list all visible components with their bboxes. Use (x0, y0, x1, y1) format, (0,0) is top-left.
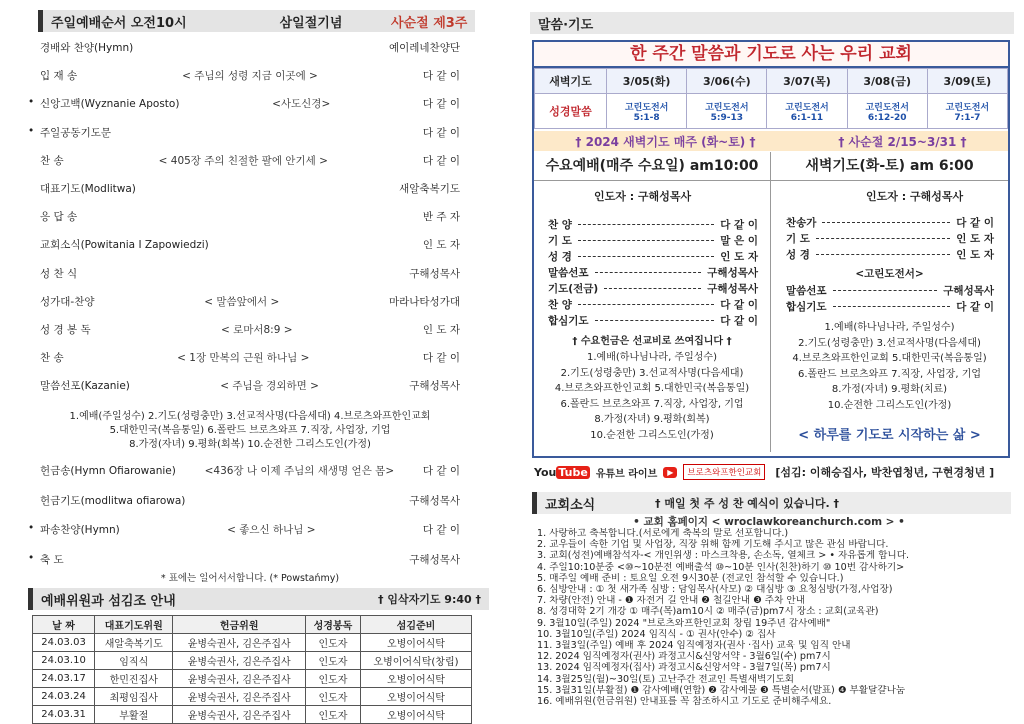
banner: 한 주간 말씀과 기도로 사는 우리 교회 (534, 42, 1008, 68)
order-item-label: 성 경 봉 독 (40, 324, 91, 336)
week-text-cell (927, 94, 1007, 129)
service-role: 말씀선포 (548, 266, 589, 279)
appoint-prayer: † 임삭자기도 9:40 † (378, 593, 481, 606)
wed-title: 수요예배(매주 수요일) am10:00 (534, 152, 771, 181)
dawn-order-2 (786, 282, 994, 314)
order-item-label: • 파송찬양(Hymn) (40, 524, 120, 536)
order-item (40, 125, 460, 140)
live-label: 유튜브 라이브 (595, 468, 658, 480)
dawn-slogan: < 하루를 기도로 시작하는 삶 > (798, 428, 981, 443)
table-cell: 오병이어식탁 (360, 670, 471, 688)
list-item: 6.폴란드 브로츠와프 7.직장, 사업장, 기업 (560, 398, 744, 410)
dawn-week-table (534, 68, 1008, 129)
order-item-right: 구해성목사 (409, 553, 460, 566)
order-item (40, 493, 460, 508)
table-cell: 윤병숙권사, 김은주집사 (173, 634, 306, 652)
list-item: 8.가정(자녀) 9.평화(회복) (594, 414, 710, 425)
week-header-cell: 3/07(목) (767, 69, 847, 94)
list-item: 10.순전한 그리스도인(가정) (590, 429, 714, 441)
leader-dashes (578, 304, 714, 305)
service-role: 말씀선포 (786, 284, 827, 297)
order-item (40, 552, 460, 567)
order-item (40, 322, 460, 337)
announcement-list (537, 528, 1007, 707)
order-item-label: • 신앙고백(Wyznanie Aposto) (40, 98, 180, 111)
service-person: 인 도 자 (956, 248, 994, 261)
table-cell: 24.03.03 (33, 634, 95, 652)
order-item-right: 구해성목사 (409, 267, 460, 280)
service-role: 성 경 (786, 248, 810, 261)
service-row (548, 264, 758, 280)
order-item (40, 40, 460, 55)
dawn-title: 새벽기도(화-토) am 6:00 (771, 152, 1008, 181)
list-item: 8. 성경대학 2기 개강 ① 매주(목)am10시 ② 매주(금)pm7시 장소 : 교회(교육관) (537, 606, 879, 618)
order-item-label: 성가대-찬양 (40, 295, 95, 308)
table-cell: 인도자 (305, 688, 360, 706)
leader-dashes (816, 238, 950, 239)
order-item (40, 68, 460, 83)
order-item-mid: < 주님의 성령 지금 이곳에 > (182, 70, 318, 83)
duty-col-header: 성경봉독 (305, 616, 360, 634)
duty-col-header: 섬김준비 (360, 616, 471, 634)
table-cell: 24.03.10 (33, 652, 95, 670)
service-person: 다 같 이 (720, 314, 758, 327)
table-cell: 한민진집사 (95, 670, 173, 688)
table-cell: 윤병숙권사, 김은주집사 (173, 670, 306, 688)
wed-note: † 수요헌금은 선교비로 쓰여집니다 † (572, 336, 732, 347)
service-person: 구해성목사 (943, 284, 994, 297)
duty-col-header: 대표기도위원 (95, 616, 173, 634)
table-cell: 인도자 (305, 670, 360, 688)
leader-dashes (833, 306, 951, 307)
week-header-cell: 3/05(화) (607, 69, 687, 94)
table-cell: 인도자 (305, 706, 360, 724)
channel-link[interactable]: 브로츠와프한인교회 (683, 464, 765, 480)
play-icon[interactable]: ▶ (663, 467, 677, 478)
service-person: 다 같 이 (720, 298, 758, 311)
service-person: 구해성목사 (707, 266, 758, 279)
book-name: 고린도전서 (624, 102, 669, 113)
list-item: 13. 2024 임직예정자(집사) 과정고시&신앙서약 - 3월7일(목) pm7시 (537, 662, 831, 674)
order-header (38, 10, 475, 32)
service-row (786, 298, 994, 314)
service-row (548, 216, 758, 232)
order-item-right: 다 같 이 (422, 98, 460, 111)
order-item-label: 응 답 송 (40, 211, 78, 224)
order-item (40, 181, 460, 196)
order-item (40, 96, 460, 111)
list-item: 4.브로츠와프한인교회 5.대한민국(복음통일) (554, 383, 750, 394)
order-item-mid: < 로마서8:9 > (220, 324, 293, 336)
service-person: 구해성목사 (707, 282, 758, 295)
table-cell: 24.03.17 (33, 670, 95, 688)
youtube-bar (534, 462, 1006, 482)
service-row (548, 280, 758, 296)
dawn-notice: † 2024 새벽기도 매주 (화~토) † (575, 134, 756, 149)
order-item-right: 예이레네찬양단 (388, 42, 460, 54)
table-cell: 새알축복기도 (95, 634, 173, 652)
service-person: 인 도 자 (956, 232, 994, 245)
order-item (40, 350, 460, 365)
list-item: 2. 교우들이 속한 기업 및 사업장, 직장 위해 함께 기도해 주시고 많은 관심 바랍니다. (537, 539, 889, 551)
order-item-mid (111, 125, 423, 140)
order-item-label: 찬 송 (40, 154, 64, 167)
order-item-mid: < 말씀앞에서 > (204, 295, 280, 308)
order-item-mid: < 405장 주의 친절한 팔에 안기세 > (158, 154, 328, 167)
service-person: 말 은 이 (720, 234, 758, 247)
season-label: 사순절 제3주 (391, 15, 468, 31)
service-row (786, 230, 994, 246)
table-cell: 윤병숙권사, 김은주집사 (173, 706, 306, 724)
dawn-leader: 인도자 : 구해성목사 (866, 190, 964, 203)
standing-note: * 표에는 일어서서합니다. (* Powstańmy) (160, 573, 340, 584)
list-item: 10.순전한 그리스도인(가정) (827, 399, 952, 411)
list-item: 11. 3월3일(주일) 예배 후 2024 임직예정자(권사 ·집사) 교육 및 임직 안내 (537, 640, 851, 652)
list-item: 10. 3월10일(주일) 2024 임직식 - ① 권사(안수) ② 집사 (537, 628, 776, 640)
service-role: 기도(전금) (548, 282, 599, 295)
list-item: 4.브로츠와프한인교회 5.대한민국(복음통일) (792, 353, 987, 364)
order-item-right: 인 도 자 (422, 239, 460, 252)
leader-dashes (595, 320, 715, 321)
chapter-range: 6:12-20 (867, 112, 907, 123)
youtube-logo: You Tube (534, 465, 588, 479)
table-cell: 24.03.31 (33, 706, 95, 724)
order-item-mid: < 주님을 경외하면 > (220, 380, 319, 393)
week-text-cell (687, 94, 767, 129)
service-row (548, 232, 758, 248)
list-item: 12. 2024 임직예정자(권사) 과정고시&신앙서약 - 3월6일(수) pm7시 (537, 651, 831, 663)
order-item-label: 입 재 송 (40, 70, 78, 83)
dawn-topics (771, 320, 1008, 413)
table-cell: 오병이어식탁(창립) (360, 652, 471, 670)
table-cell: 24.03.24 (33, 688, 95, 706)
feast-label: 삼일절기념 (279, 15, 343, 31)
wed-leader: 인도자 : 구해성목사 (594, 190, 692, 203)
order-item-label: 성 찬 식 (40, 267, 78, 280)
prayer-topics: 1.예배(주일성수) 2.기도(성령충만) 3.선교적사명(다음세대) 4.브로츠와프한인교회 5.대한민국(복음통일) 6.폴란드 브로츠와프 7.직장, 사업장, 기업 8.가정(자녀) 9.평화(회복) 10.순전한 그리스도인(가정) (69, 411, 431, 450)
order-item-label: 말씀선포(Kazanie) (40, 380, 130, 393)
order-item-mid (209, 237, 423, 252)
list-item: 7. 차량(안전) 안내 - ❶ 자전거 길 안내 ❷ 철길안내 ❸ 주차 안내 (537, 595, 805, 607)
list-item: 1.예배(하나님나라, 주일성수) (587, 352, 717, 363)
service-role: 기 도 (548, 234, 572, 247)
order-item-right: 다 같 이 (422, 352, 460, 365)
table-cell: 인도자 (305, 634, 360, 652)
week-header-cell: 3/09(토) (927, 69, 1007, 94)
service-row (786, 214, 994, 230)
order-item-label: 대표기도(Modlitwa) (40, 183, 136, 195)
service-person: 인 도 자 (720, 250, 758, 263)
service-row (786, 282, 994, 298)
week-label: 성경말씀 (535, 94, 607, 129)
order-item-right: 인 도 자 (422, 324, 460, 336)
book-name: 고린도전서 (865, 102, 909, 113)
service-person: 다 같 이 (720, 218, 758, 231)
order-item-label: 헌금송(Hymn Ofiarowanie) (40, 465, 176, 477)
order-item-label: • 축 도 (40, 553, 64, 566)
dawn-order (786, 214, 994, 262)
leader-dashes (604, 288, 701, 289)
order-item-right: 반 주 자 (422, 211, 460, 224)
service-role: 합심기도 (786, 300, 827, 313)
order-item-mid (185, 493, 409, 508)
table-cell: 오병이어식탁 (360, 688, 471, 706)
table-cell: 인도자 (305, 652, 360, 670)
service-person: 다 같 이 (956, 300, 994, 313)
list-item: 1.예배(하나님나라, 주일성수) (824, 322, 955, 333)
list-item: 6.폴란드 브로츠와프 7.직장, 사업장, 기업 (797, 368, 982, 380)
homepage-link[interactable]: • 교회 홈페이지 < wroclawkoreanchurch.com > • (633, 516, 905, 528)
order-item-right: 구해성목사 (409, 494, 460, 507)
list-item: 6. 심방안내 : ① 첫 새가족 심방 : 담임목사(사모) ② 대심방 ③ 요청심방(가정,사업장) (537, 584, 893, 596)
table-row (33, 634, 472, 652)
order-item-mid: <사도신경> (272, 98, 331, 111)
order-item-mid (64, 552, 410, 567)
word-header (530, 12, 1014, 34)
leader-dashes (578, 256, 714, 257)
order-item-mid: < 1장 만복의 근원 하나님 > (177, 352, 310, 365)
service-role: 찬 양 (548, 218, 572, 231)
order-item-right: 다 같 이 (422, 465, 460, 477)
list-item: 3. 교회(성전)예배참석자-< 개인위생 : 마스크착용, 손소독, 열체크 > • 자유롭게 합니다. (537, 550, 910, 562)
list-item: 9. 3월10일(주일) 2024 "브로츠와프한인교회 창립 19주년 감사예배" (537, 617, 831, 629)
order-item (40, 153, 460, 168)
chapter-range: 5:1-8 (633, 112, 660, 123)
list-item: 2.기도(성령충만) 3.선교적사명(다음세대) (560, 367, 744, 379)
order-item-right: 마라나타성가대 (388, 295, 460, 308)
duty-col-header: 날 짜 (33, 616, 95, 634)
leader-dashes (578, 224, 714, 225)
service-row (548, 312, 758, 328)
order-item-right: 다 같 이 (422, 126, 460, 139)
week-header-cell: 새벽기도 (535, 69, 607, 94)
order-title: 주일예배순서 오전10시 (51, 15, 187, 31)
table-cell: 윤병숙권사, 김은주집사 (173, 652, 306, 670)
service-row (786, 246, 994, 262)
order-item-right: 구해성목사 (409, 380, 460, 393)
word-box (532, 40, 1010, 458)
wed-topics (534, 350, 770, 443)
duty-col-header: 헌금위원 (173, 616, 306, 634)
table-cell: 오병이어식탁 (360, 634, 471, 652)
order-item-mid (77, 209, 423, 224)
list-item: 14. 3월25일(월)~30일(토) 고난주간 전교인 특별새벽기도회 (537, 673, 795, 685)
leader-dashes (822, 222, 950, 223)
duty-table (32, 615, 472, 724)
word-title: 말씀·기도 (538, 17, 594, 33)
book-name: 고린도전서 (705, 102, 749, 113)
order-item-label: 헌금기도(modlitwa ofiarowa) (40, 494, 186, 507)
list-item: 5. 매주일 예배 준비 : 토요일 오전 9시30분 (전교인 참석할 수 있습니다.) (537, 572, 844, 584)
duty-header (28, 588, 489, 610)
chapter-range: 5:9-13 (710, 112, 743, 123)
list-item: 4. 주일10:10분중 <⑩~10분전 예배출석 ⑩~10분 인사(친찬)하기 ⑩ 10번 감사하기> (537, 561, 905, 573)
list-item: 2.기도(성령충만) 3.선교적사명(다음세대) (798, 337, 981, 349)
list-item: 1. 사랑하고 축복합니다.(서로에게 축복의 말로 선포합니다.) (537, 528, 789, 539)
chapter-range: 6:1-11 (790, 112, 824, 123)
service-role: 성 경 (548, 250, 572, 263)
service-row (548, 248, 758, 264)
service-row (548, 296, 758, 312)
service-role: 찬송가 (786, 216, 817, 229)
week-header-cell: 3/08(금) (847, 69, 927, 94)
list-item: 15. 3월31일(부활절) ❶ 감사예배(연합) ❷ 감사예물 ❸ 특별순서(발표) ❹ 부활달걀나눔 (537, 684, 906, 696)
dawn-book: <고린도전서> (855, 268, 924, 280)
order-item (40, 378, 460, 393)
book-name: 고린도전서 (945, 102, 990, 113)
order-item-right: 다 같 이 (422, 70, 460, 83)
notice-bar (534, 131, 1008, 151)
leader-dashes (816, 254, 950, 255)
order-item (40, 294, 460, 309)
order-item-right: 다 같 이 (422, 154, 460, 167)
news-title: 교회소식 (545, 497, 596, 513)
order-item (40, 237, 460, 252)
table-row (33, 652, 472, 670)
book-name: 고린도전서 (785, 102, 829, 113)
table-cell: 윤병숙권사, 김은주집사 (173, 688, 306, 706)
week-text-cell (847, 94, 927, 129)
order-item-label: • 주일공동기도문 (40, 126, 112, 139)
service-role: 찬 양 (548, 298, 572, 311)
duty-title: 예배위원과 섬김조 안내 (41, 593, 176, 609)
chapter-range: 7:1-7 (954, 112, 981, 123)
leader-dashes (595, 272, 702, 273)
table-cell: 부활절 (95, 706, 173, 724)
order-item-right: 새알축복기도 (399, 183, 460, 195)
table-cell: 최평임집사 (95, 688, 173, 706)
leader-dashes (833, 290, 938, 291)
list-item: 16. 예배위원(헌금위원) 안내표를 꼭 참조하시고 기도로 준비해주세요. (537, 696, 832, 708)
wed-order (548, 216, 758, 328)
order-item (40, 522, 460, 537)
lent-notice: † 사순절 2/15~3/31 † (838, 134, 967, 149)
order-item (40, 209, 460, 224)
order-item-mid: <436장 나 이제 주님의 새생명 얻은 몸> (204, 465, 395, 477)
order-item-label: 찬 송 (40, 352, 64, 365)
communion-note: † 매일 첫 주 성 찬 예식이 있습니다. † (655, 497, 839, 510)
table-row (33, 688, 472, 706)
week-header-cell: 3/06(수) (687, 69, 767, 94)
news-header (532, 492, 1011, 514)
order-item-right: 다 같 이 (422, 524, 460, 536)
order-item-mid: < 좋으신 하나님 > (227, 524, 316, 536)
order-item-mid (133, 40, 389, 55)
order-item (40, 463, 460, 478)
order-item-label: 교회소식(Powitania I Zapowiedzi) (40, 239, 209, 252)
service-team: [섬김: 이해승집사, 박찬엽청년, 구현경청년 ] (775, 466, 995, 479)
list-item: 8.가정(자녀) 9.평화(치료) (831, 384, 948, 395)
week-text-cell (767, 94, 847, 129)
order-item-label: 경배와 찬양(Hymn) (40, 42, 134, 54)
table-row (33, 706, 472, 724)
table-cell: 오병이어식탁 (360, 706, 471, 724)
service-person: 다 같 이 (956, 216, 994, 229)
order-item-mid (136, 181, 399, 196)
table-cell: 임직식 (95, 652, 173, 670)
order-item (40, 266, 460, 281)
service-role: 기 도 (786, 232, 810, 245)
leader-dashes (578, 240, 714, 241)
table-row (33, 670, 472, 688)
order-item-mid (77, 266, 409, 281)
week-text-cell (607, 94, 687, 129)
service-role: 합심기도 (548, 314, 589, 327)
